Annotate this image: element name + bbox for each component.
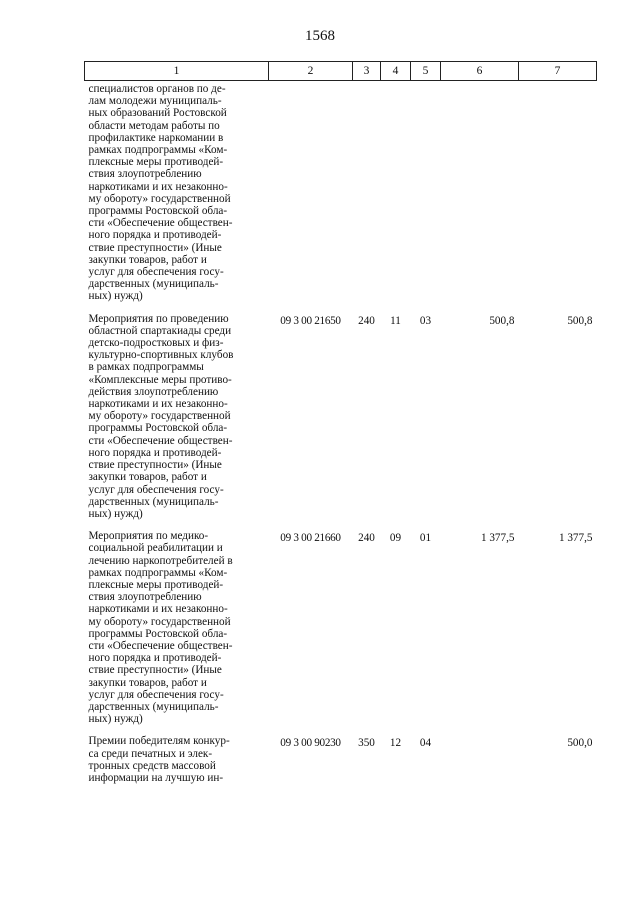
row-subsection xyxy=(411,81,441,313)
column-header-2: 2 xyxy=(269,62,353,81)
row-target-code: 09 3 00 21650 xyxy=(280,314,341,327)
row-description: специалистов органов по де- лам молодежи муниципаль- ных образований Ростовской области методам работы по профилактике наркомании в рамках подпрограммы «Ком- плексные меры противодей- ствия злоупотреблению наркотиками и их незаконно- му обороту» государственной программы Ростовской обла- сти «Обеспечение обществен- ного порядка и противодей- ствие преступности» (Иные закупки товаров, работ и услуг для обеспечения госу- дарственных (муниципаль- ных) нужд) xyxy=(88,83,233,303)
row-target-code xyxy=(269,81,353,313)
row-expense-type: 350 xyxy=(358,737,375,750)
row-amount-1: 500,8 xyxy=(489,314,515,327)
header-row xyxy=(85,62,597,81)
column-header-7: 7 xyxy=(519,62,597,81)
row-expense-type xyxy=(353,81,381,313)
column-header-5: 5 xyxy=(411,62,441,81)
row-description: Мероприятия по медико- социальной реабилитации и лечению наркопотребителей в рамках подпрограммы «Ком- плексные меры противодей- ствия злоупотреблению наркотиками и их незаконно- му обороту» государственной программы Ростовской обла- сти «Обеспечение обществен- ного порядка и противодей- ствие преступности» (Иные закупки товаров, работ и услуг для обеспечения госу- дарственных (муниципаль- ных) нужд) xyxy=(88,530,233,726)
row-amount-1: 1 377,5 xyxy=(480,532,515,545)
column-header-4: 4 xyxy=(381,62,411,81)
row-amount-2: 1 377,5 xyxy=(558,532,593,545)
page-number: 1568 xyxy=(305,28,335,44)
row-amount-2: 500,8 xyxy=(567,314,593,327)
row-description: Премии победителям конкур- са среди печатных и элек- тронных средств массовой информации на лучшую ин- xyxy=(88,735,230,784)
row-amount-2: 500,0 xyxy=(567,737,593,750)
row-amount-1 xyxy=(441,81,519,313)
row-section xyxy=(381,81,411,313)
table-row xyxy=(85,530,597,735)
row-amount-2 xyxy=(519,81,597,313)
row-section: 09 xyxy=(389,532,402,545)
row-subsection: 03 xyxy=(419,314,432,327)
budget-table xyxy=(84,61,597,794)
table-row xyxy=(85,735,597,794)
row-subsection: 01 xyxy=(419,532,432,545)
row-expense-type: 240 xyxy=(358,314,375,327)
row-section: 12 xyxy=(389,737,402,750)
row-amount-1 xyxy=(441,735,519,794)
column-header-6: 6 xyxy=(441,62,519,81)
row-target-code: 09 3 00 90230 xyxy=(280,737,341,750)
table-body xyxy=(85,81,597,795)
row-target-code: 09 3 00 21660 xyxy=(280,532,341,545)
table-row xyxy=(85,313,597,530)
row-section: 11 xyxy=(390,314,401,327)
table-row xyxy=(85,81,597,313)
column-header-1: 1 xyxy=(85,62,269,81)
row-description: Мероприятия по проведению областной спартакиады среди детско-подростковых и физ- культурно-спортивных клубов в рамках подпрограммы «Комплексные меры противо- действия злоупотреблению наркотиками и их незаконно- му обороту» государственной программы Ростовской обла- сти «Обеспечение обществен- ного порядка и противодей- ствие преступности» (Иные закупки товаров, работ и услуг для обеспечения госу- дарственных (муниципаль- ных) нужд) xyxy=(88,312,234,520)
row-expense-type: 240 xyxy=(358,532,375,545)
column-header-3: 3 xyxy=(353,62,381,81)
budget-table-container xyxy=(84,61,596,794)
table-header xyxy=(85,62,597,81)
row-subsection: 04 xyxy=(419,737,432,750)
